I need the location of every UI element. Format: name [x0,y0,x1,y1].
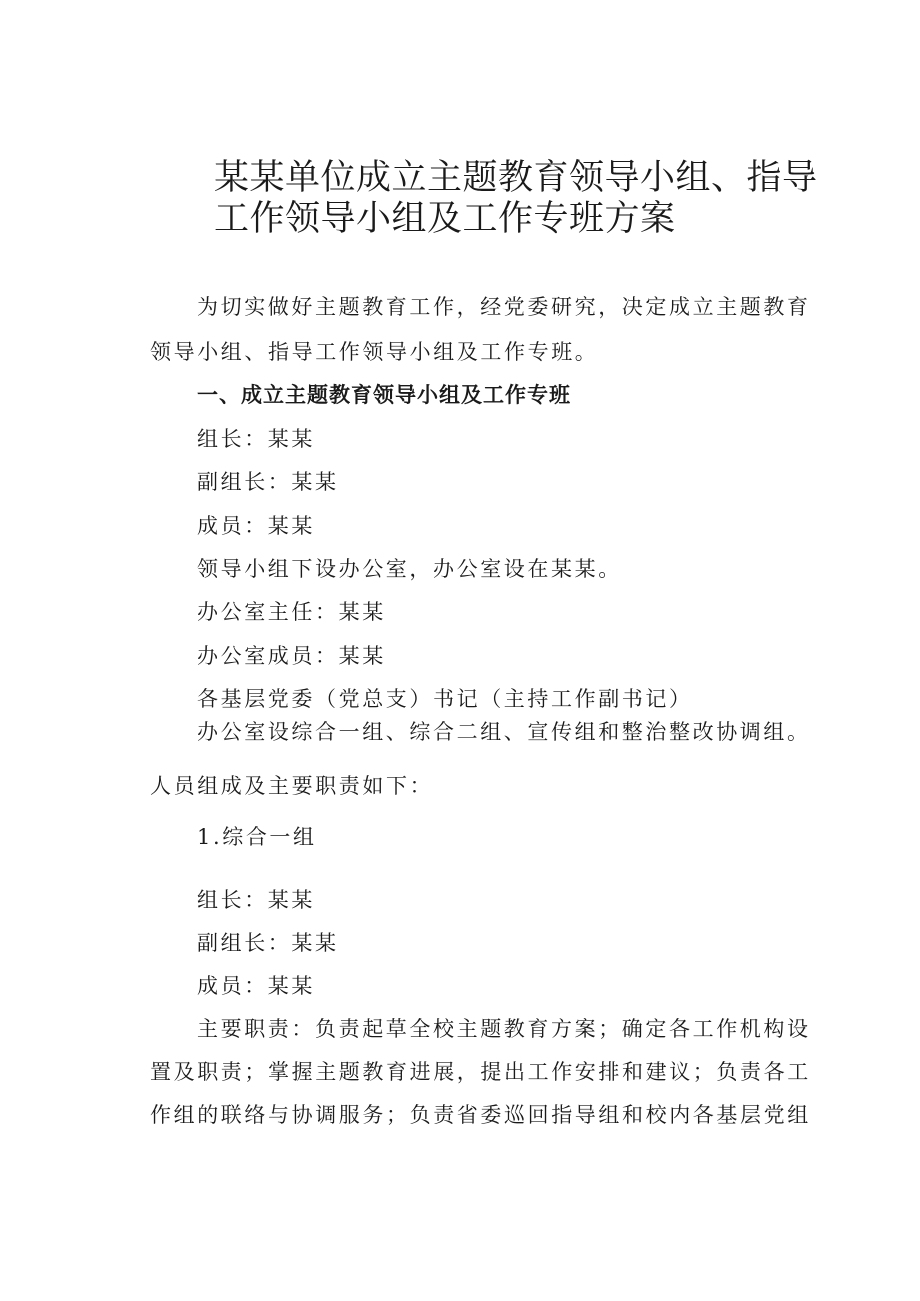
document-title-line-2: 工作领导小组及工作专班方案 [214,199,676,239]
intro-paragraph-line-2: 领导小组、指导工作领导小组及工作专班。 [150,340,599,364]
intro-paragraph-line-1: 为切实做好主题教育工作，经党委研究，决定成立主题教育 [197,295,811,319]
section-1-members: 成员：某某 [197,514,315,538]
group-1-duties-line-1: 主要职责：负责起草全校主题教育方案；确定各工作机构设 [197,1017,811,1041]
document-title-line-1: 某某单位成立主题教育领导小组、指导 [214,158,818,198]
section-1-leader: 组长：某某 [197,427,315,451]
group-1-duties-line-2: 置及职责；掌握主题教育进展，提出工作安排和建议；负责各工 [150,1060,811,1084]
composition-intro: 人员组成及主要职责如下： [150,774,434,798]
section-1-heading: 一、成立主题教育领导小组及工作专班 [197,383,571,407]
group-1-members: 成员：某某 [197,974,315,998]
office-setup-text: 领导小组下设办公室，办公室设在某某。 [197,557,622,581]
office-director: 办公室主任：某某 [197,600,386,624]
group-1-heading: 1.综合一组 [197,825,317,849]
group-1-leader: 组长：某某 [197,888,315,912]
group-1-deputy-leader: 副组长：某某 [197,931,339,955]
section-1-deputy-leader: 副组长：某某 [197,470,339,494]
secretaries-text: 各基层党委（党总支）书记（主持工作副书记） [197,687,693,711]
office-groups-text: 办公室设综合一组、综合二组、宣传组和整治整改协调组。 [197,720,811,744]
group-1-duties-line-3: 作组的联络与协调服务；负责省委巡回指导组和校内各基层党组 [150,1103,811,1127]
office-members: 办公室成员：某某 [197,644,386,668]
